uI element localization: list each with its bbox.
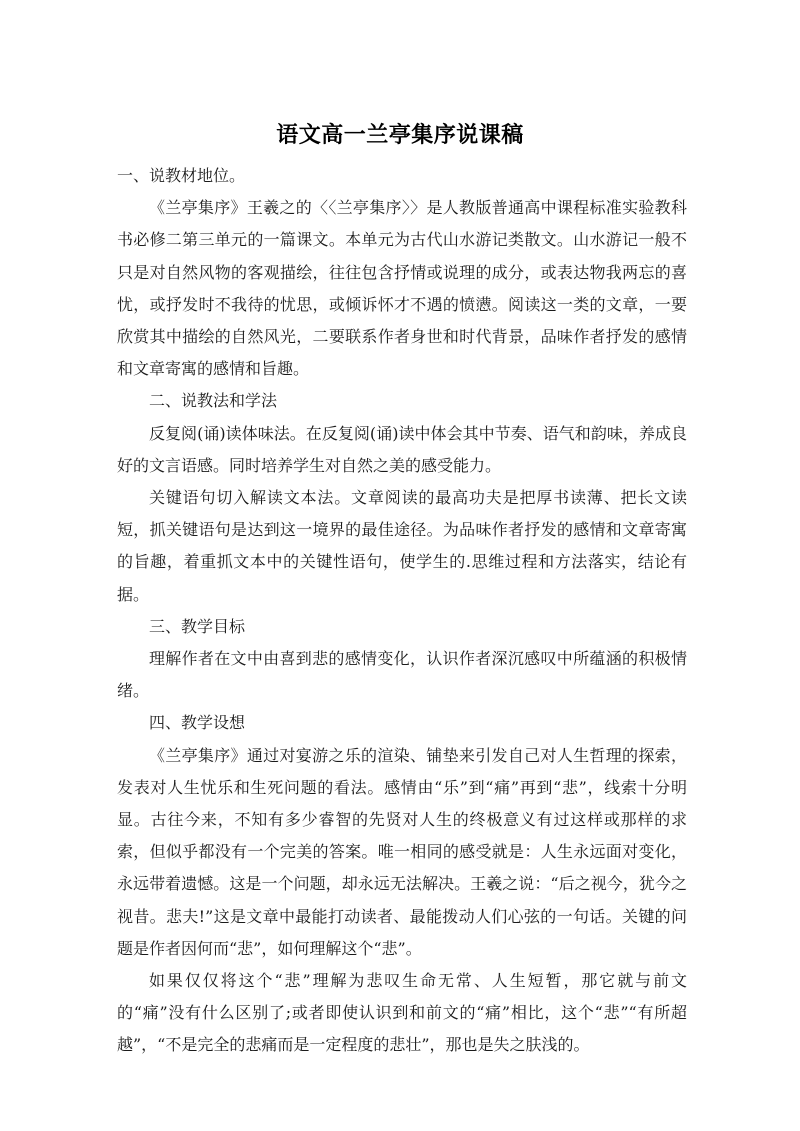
document-body [117, 160, 687, 1062]
paragraph-teaching-goals: 理解作者在文中由喜到悲的感情变化，认识作者深沉感叹中所蕴涵的积极情绪。 [117, 649, 687, 701]
section-heading-textbook-position: 一、说教材地位。 [117, 166, 246, 185]
section-heading-teaching-design: 四、教学设想 [149, 713, 246, 733]
paragraph-teaching-design-1: 《兰亭集序》通过对宴游之乐的渲染、铺垫来引发自己对人生哲理的探索，发表对人生忧乐和生死问题的看法。感情由“乐”到“痛”再到“悲”，线索十分明显。古往今来，不知有多少睿智的先贤对人生的终极意义有过这样或那样的求索，但似乎都没有一个完美的答案。唯一相同的感受就是：人生永远面对变化，永远带着遗憾。这是一个问题，却永远无法解决。王羲之说：“后之视今，犹今之视昔。悲夫!”这是文章中最能打动读者、最能拨动人们心弦的一句话。关键的问题是作者因何而“悲”，如何理解这个“悲”。 [117, 745, 687, 958]
page-title: 语文高一兰亭集序说课稿 [276, 123, 524, 148]
section-heading-teaching-methods: 二、说教法和学法 [149, 391, 278, 411]
paragraph-key-sentences: 关键语句切入解读文本法。文章阅读的最高功夫是把厚书读薄、把长文读短，抓关键语句是达到这一境界的最佳途径。为品味作者抒发的感情和文章寄寓的旨趣，着重抓文本中的关键性语句，使学生的.思维过程和方法落实，结论有据。 [117, 488, 687, 604]
paragraph-repeated-reading: 反复阅(诵)读体味法。在反复阅(诵)读中体会其中节奏、语气和韵味，养成良好的文言语感。同时培养学生对自然之美的感受能力。 [117, 423, 687, 475]
section-heading-teaching-goals: 三、教学目标 [149, 616, 246, 636]
paragraph-textbook-position: 《兰亭集序》王羲之的〈〈兰亭集序〉〉是人教版普通高中课程标准实验教科书必修二第三单元的一篇课文。本单元为古代山水游记类散文。山水游记一般不只是对自然风物的客观描绘，往往包含抒情或说理的成分，或表达物我两忘的喜忧，或抒发时不我待的忧思，或倾诉怀才不遇的愤懑。阅读这一类的文章，一要欣赏其中描绘的自然风光，二要联系作者身世和时代背景，品味作者抒发的感情和文章寄寓的感情和旨趣。 [117, 198, 687, 379]
paragraph-teaching-design-2: 如果仅仅将这个“悲”理解为悲叹生命无常、人生短暂，那它就与前文的“痛”没有什么区别了;或者即使认识到和前文的“痛”相比，这个“悲”“有所超越”，“不是完全的悲痛而是一定程度的悲壮”，那也是失之肤浅的。 [117, 971, 687, 1055]
